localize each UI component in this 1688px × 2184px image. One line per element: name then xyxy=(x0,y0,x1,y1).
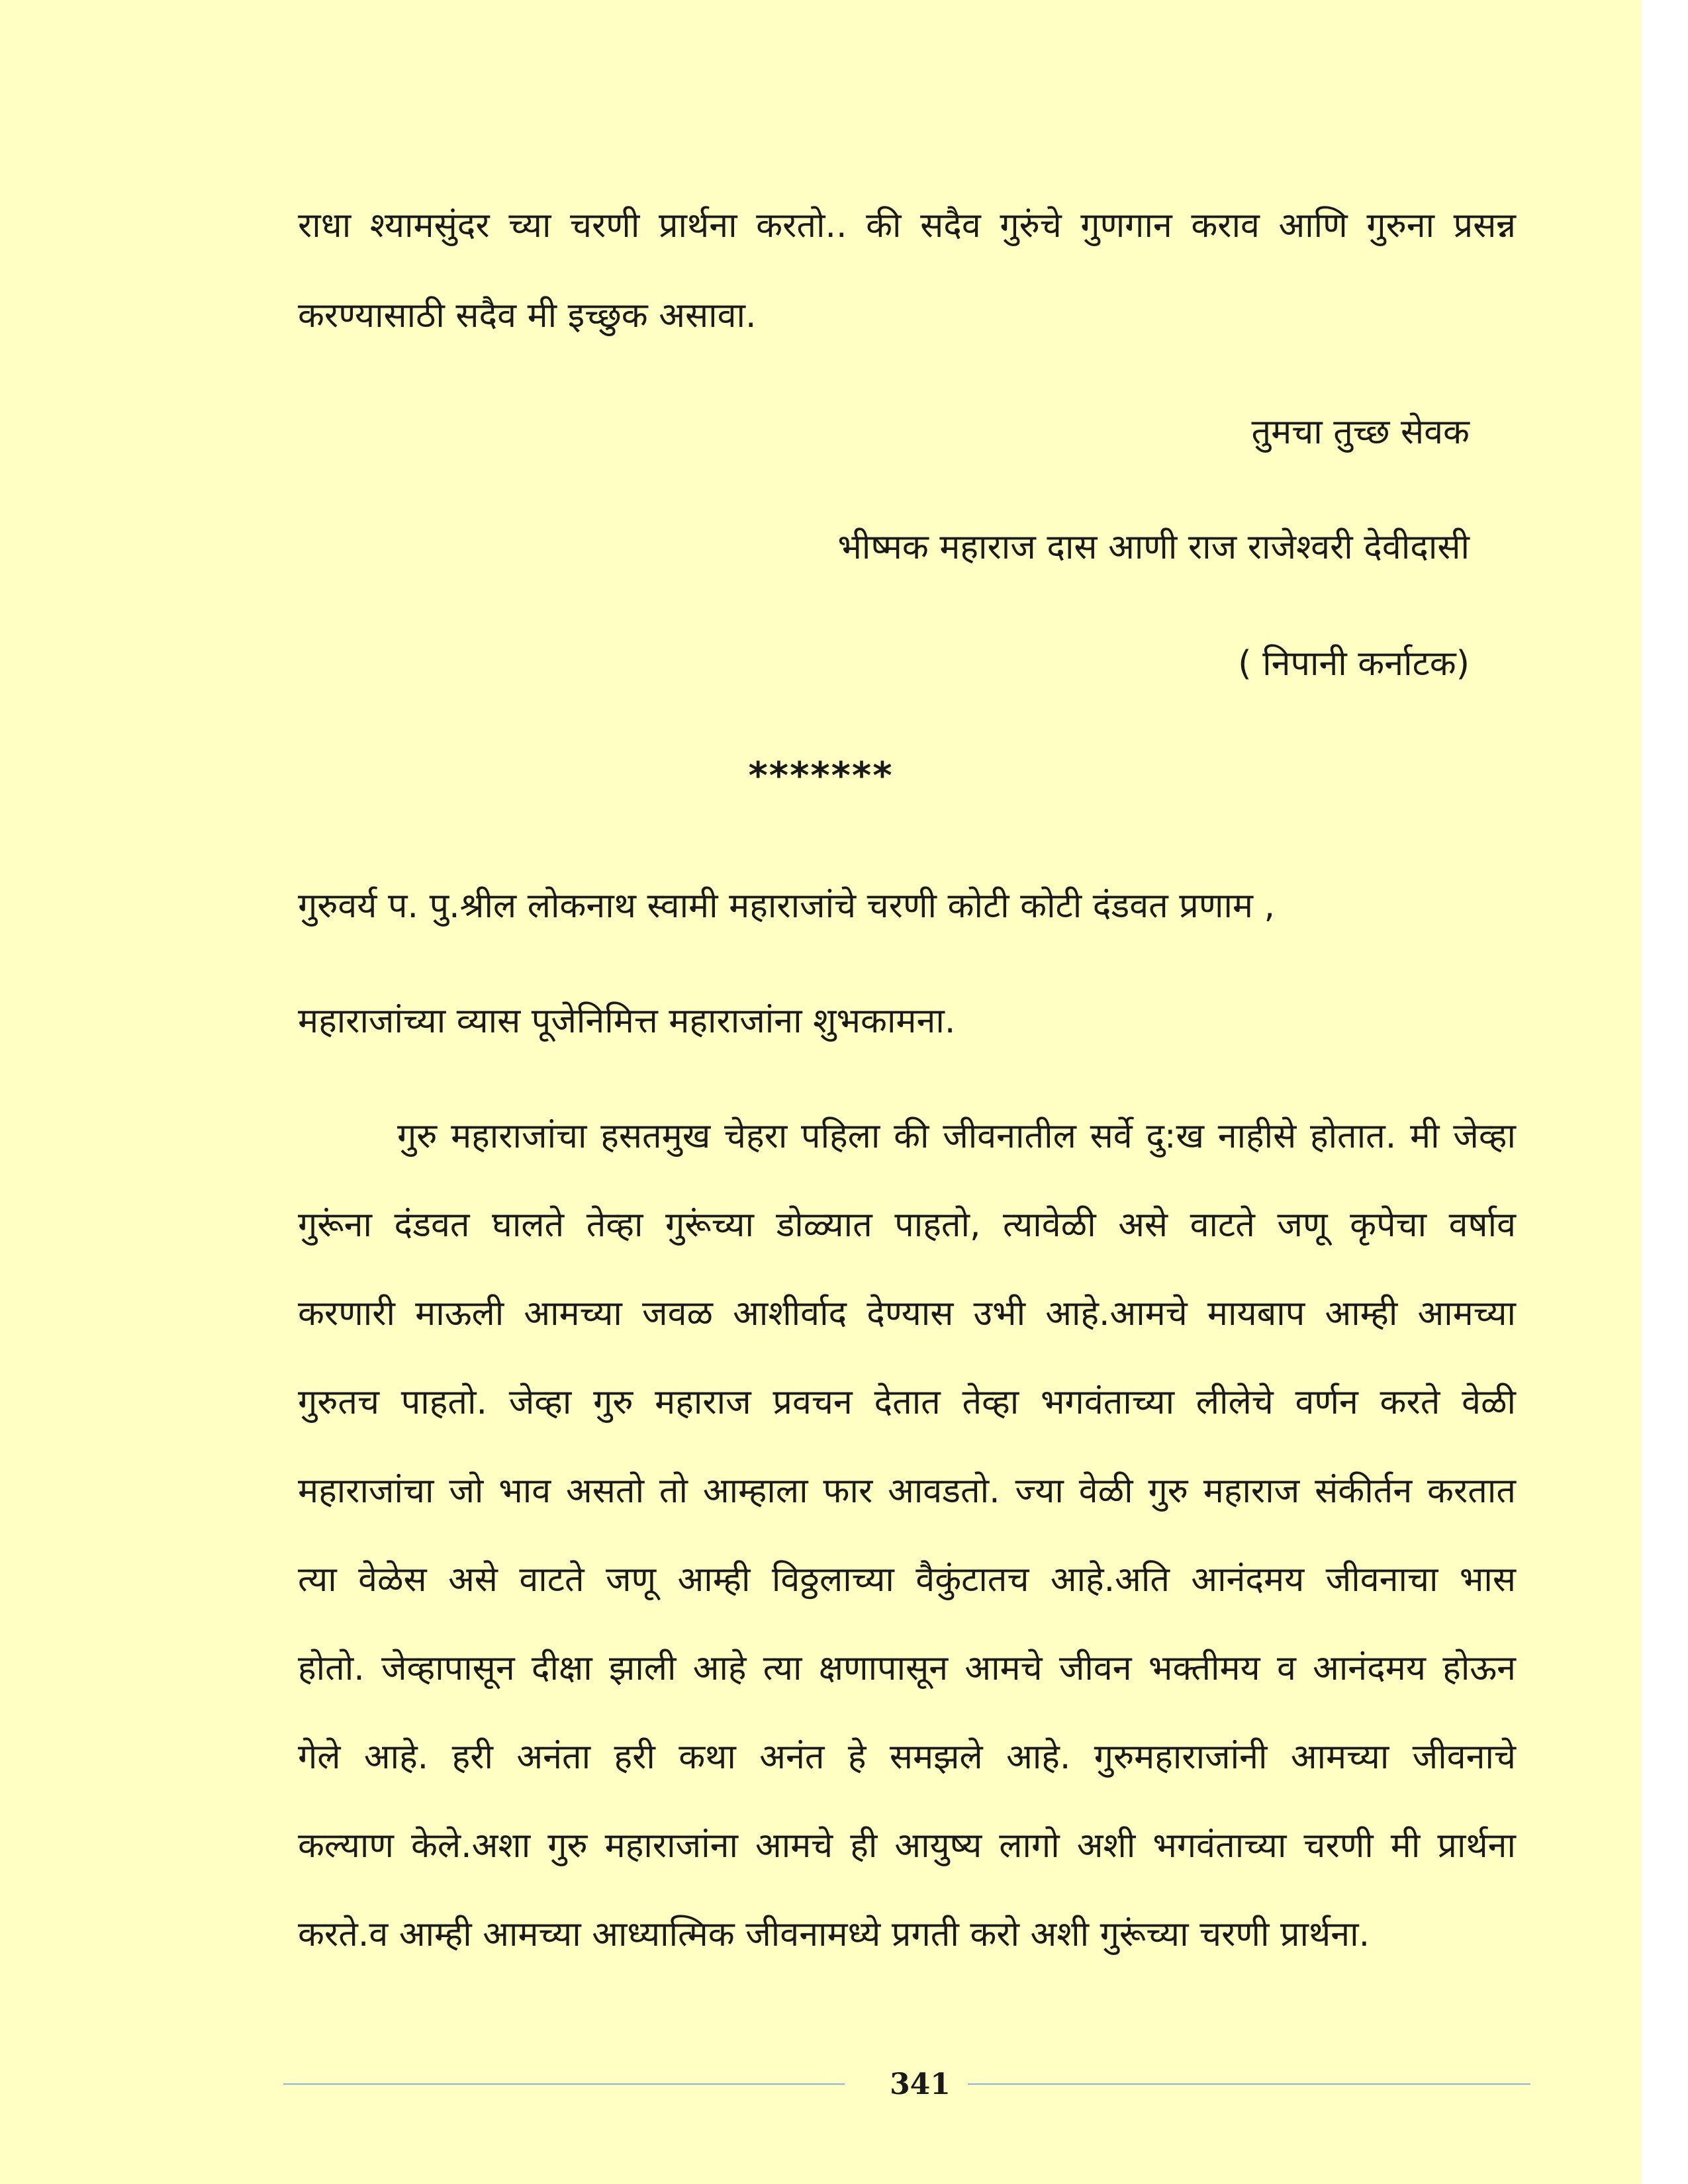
body-line: करते.व आम्ही आमच्या आध्यात्मिक जीवनामध्ये प्रगती करो अशी गुरूंच्या चरणी प्रार्थना. xyxy=(298,1915,1370,1954)
body-line: गुरुतच पाहतो. जेव्हा गुरु महाराज प्रवचन देतात तेव्हा भगवंताच्या लीलेचे वर्णन करते वेळी xyxy=(298,1383,1516,1422)
body-line: गुरूंना दंडवत घालते तेव्हा गुरूंच्या डोळ्यात पाहतो, त्यावेळी असे वाटते जणू कृपेचा वर्षाव xyxy=(298,1205,1516,1245)
body-line: त्या वेळेस असे वाटते जणू आम्ही विठ्ठलाच्या वैकुंटातच आहे.अति आनंदमय जीवनाचा भास xyxy=(298,1560,1516,1600)
body-line: कल्याण केले.अशा गुरु महाराजांना आमचे ही आयुष्य लागो अशी भगवंताच्या चरणी मी प्रार्थना xyxy=(298,1826,1516,1866)
letter-salutation: गुरुवर्य प. पु.श्रील लोकनाथ स्वामी महाराजांचे चरणी कोटी कोटी दंडवत प्रणाम , xyxy=(298,886,1276,926)
signature-place: ( निपानी कर्नाटक) xyxy=(1238,644,1470,684)
body-line: महाराजांचा जो भाव असतो तो आम्हाला फार आवडतो. ज्या वेळी गुरु महाराज संकीर्तन करतात xyxy=(298,1471,1516,1511)
letter-greeting: महाराजांच्या व्यास पूजेनिमित्त महाराजांना शुभकामना. xyxy=(298,1001,956,1041)
section-separator: ******* xyxy=(748,754,894,797)
body-line: करणारी माऊली आमच्या जवळ आशीर्वाद देण्यास उभी आहे.आमचे मायबाप आम्ही आमच्या xyxy=(298,1294,1516,1334)
signature-closing: तुमचा तुच्छ सेवक xyxy=(1251,412,1470,452)
footer-rule-left xyxy=(283,2083,845,2085)
footer-rule-right xyxy=(968,2083,1530,2085)
page-number: 341 xyxy=(890,2068,951,2101)
body-line: होतो. जेव्हापासून दीक्षा झाली आहे त्या क्षणापासून आमचे जीवन भक्तीमय व आनंदमय होऊन xyxy=(298,1649,1516,1688)
paragraph-line: करण्यासाठी सदैव मी इच्छुक असावा. xyxy=(298,296,757,336)
body-line: गुरु महाराजांचा हसतमुख चेहरा पहिला की जीवनातील सर्वे दु:ख नाहीसे होतात. मी जेव्हा xyxy=(397,1116,1516,1156)
signature-names: भीष्मक महाराज दास आणी राज राजेश्वरी देवीदासी xyxy=(837,527,1470,567)
body-line: गेले आहे. हरी अनंता हरी कथा अनंत हे समझले आहे. गुरुमहाराजांनी आमच्या जीवनाचे xyxy=(298,1737,1516,1777)
paragraph-line: राधा श्यामसुंदर च्या चरणी प्रार्थना करतो.. की सदैव गुरुंचे गुणगान कराव आणि गुरुना प्रसन्न xyxy=(298,206,1516,246)
